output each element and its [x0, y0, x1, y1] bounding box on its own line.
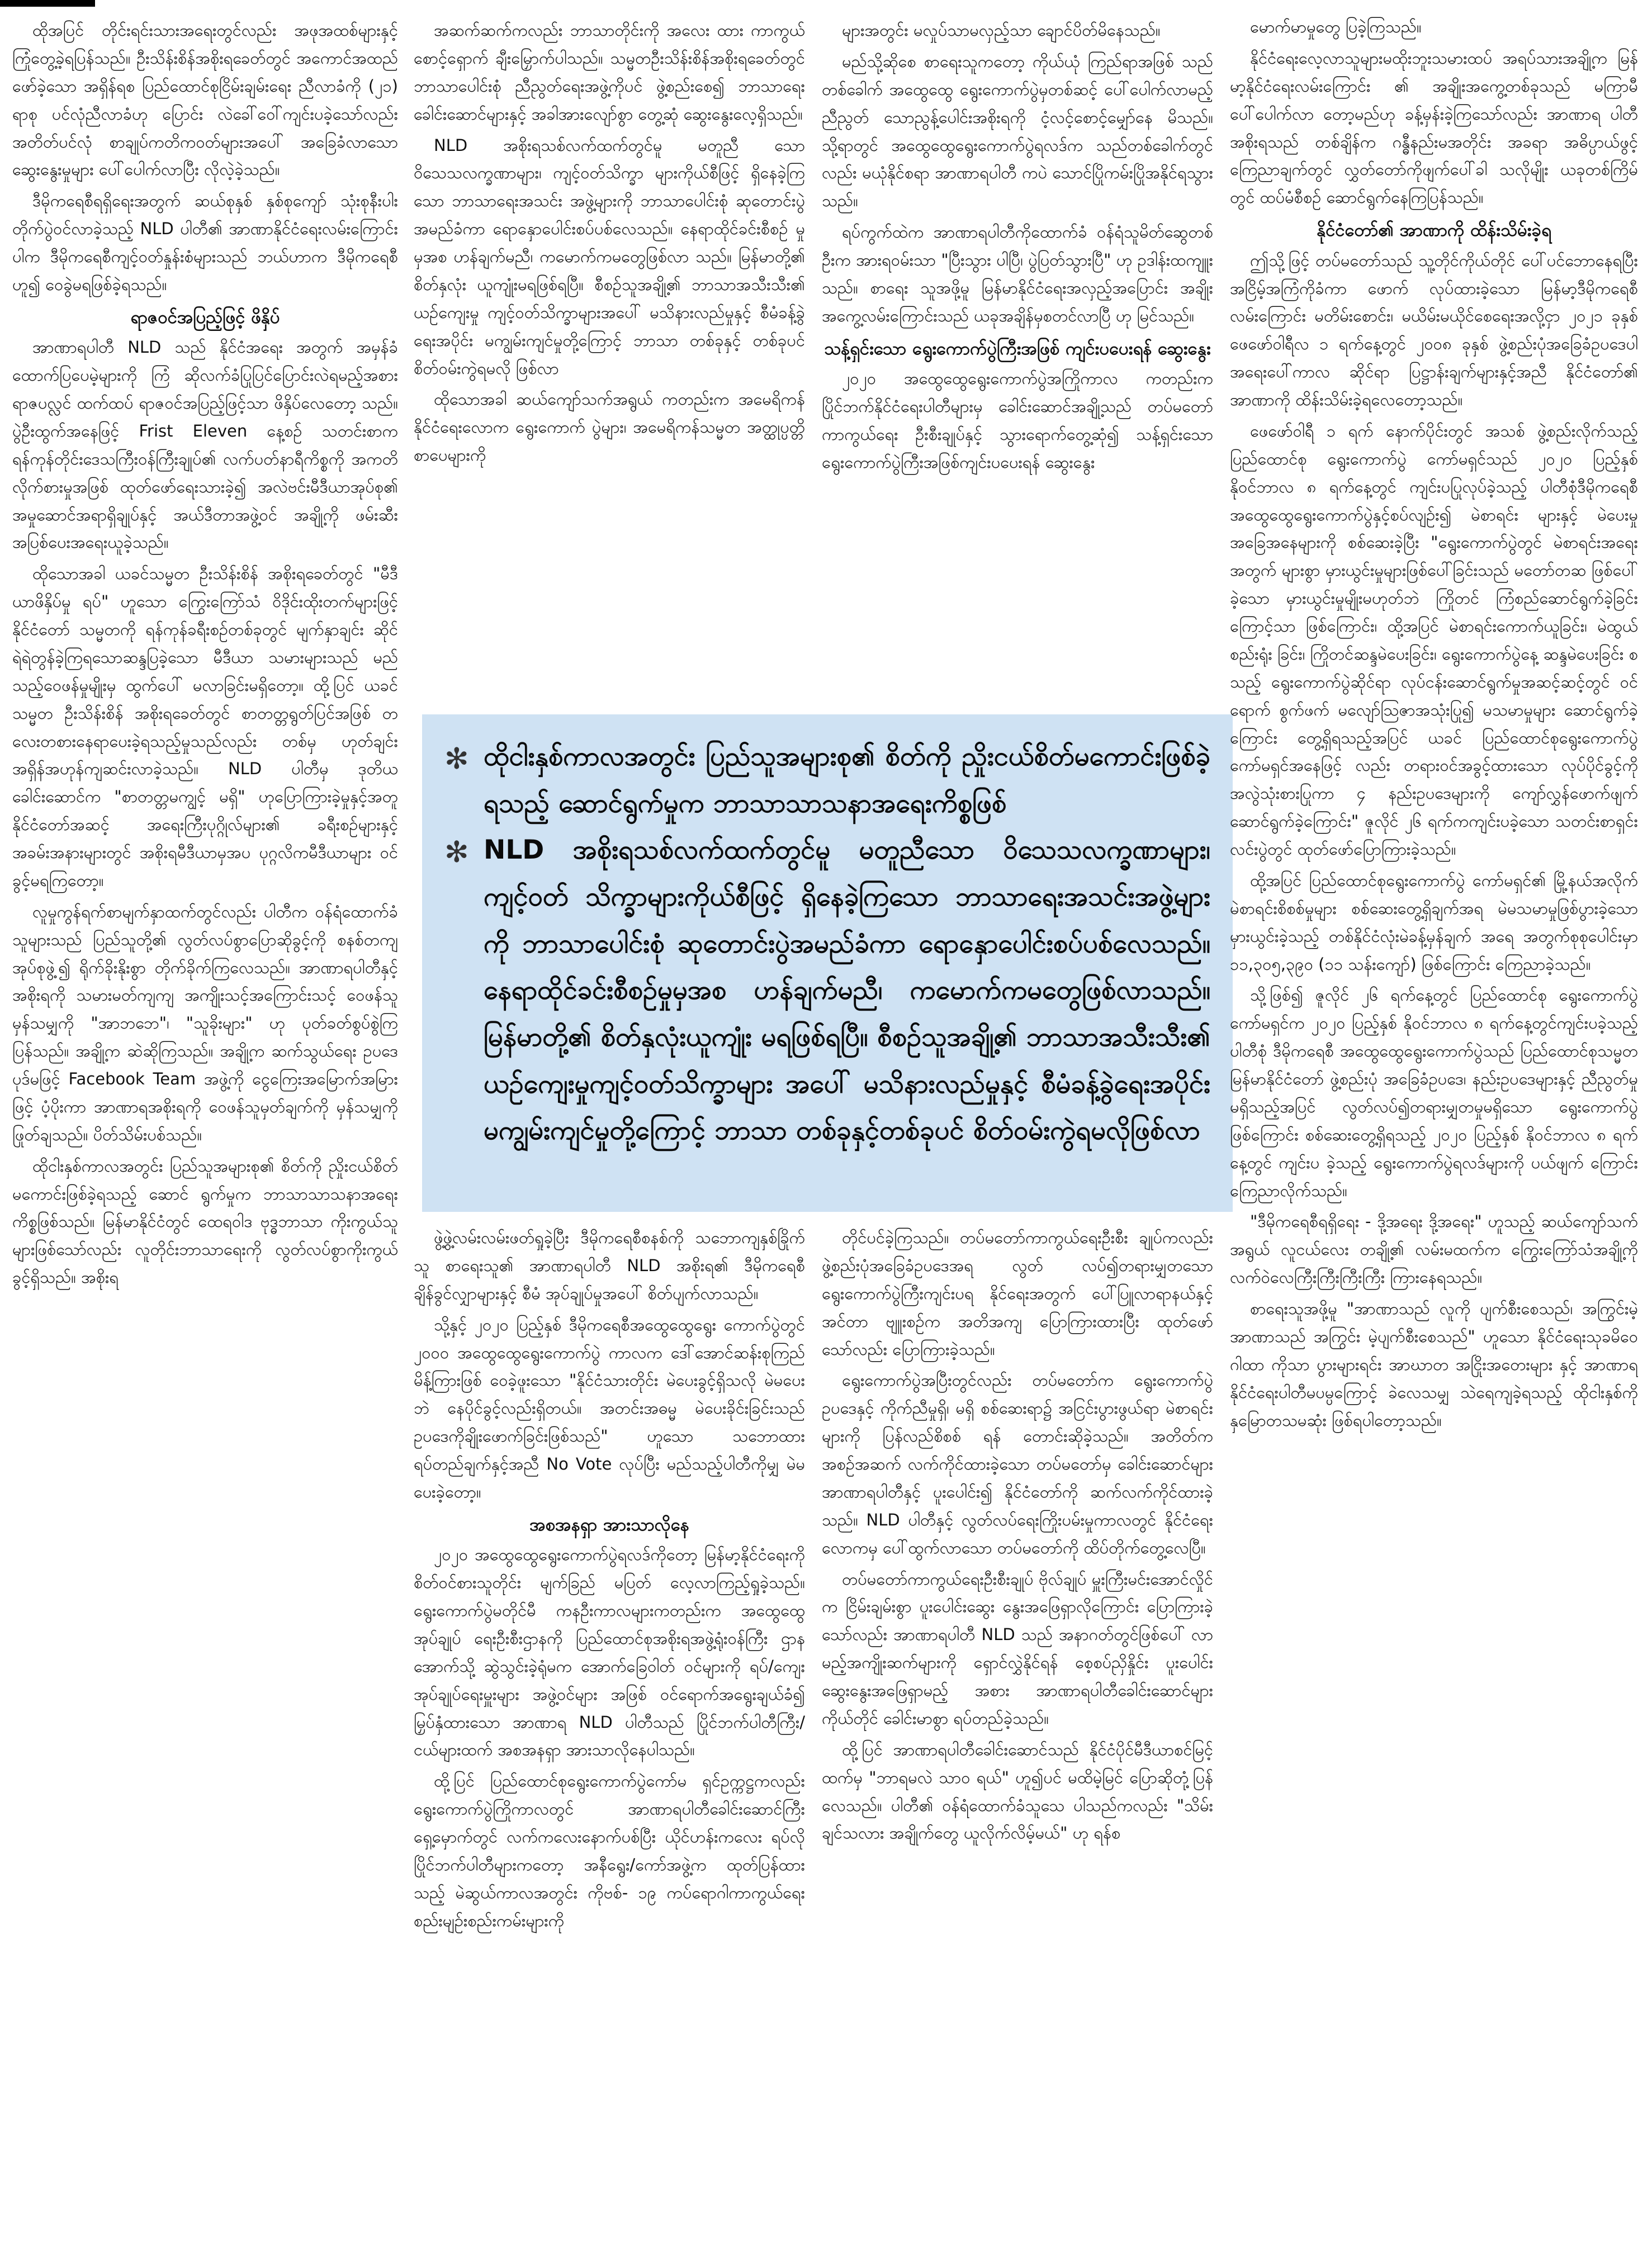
paragraph: ဒီမိုကရေစီရရှိရေးအတွက် ဆယ်စုနှစ် နှစ်စုကျော် သုံးစုနီးပါး တိုက်ပွဲဝင်လာခဲ့သည့် NLD ပါတီ၏ အာဏာနိုင်ငံရေးလမ်းကြောင်းပါက ဒီမိုကရေစီကျင့်ဝတ်နှုန်းစံများသည် ဘယ်ဟာက ဒီမိုကရေစီဟူ၍ ဝေခွဲမရဖြစ်ခဲ့ရသည်။: [12, 191, 398, 294]
paragraph: များအတွင်း မလှုပ်သာမလှည့်သာ ချောင်ပိတ်မိနေသည်။: [842, 21, 1161, 40]
paragraph: ထို့ပြင် ပြည်ထောင်စုရွေးကောက်ပွဲကော်မ ရှင်ဥက္ကဋ္ဌကလည်း ရွေးကောက်ပွဲကြိုကာလတွင် အာဏာရပါတီခေါင်းဆောင်ကြီးရှေ့မှောက်တွင် လက်ကလေးနောက်ပစ်ပြီး ယိုင်ဟန်းကလေး ရပ်လို ပြိုင်ဘက်ပါတီများကတော့ အနီရွေး/ကော်အဖွဲ့က ထုတ်ပြန်ထားသည့် မဲဆွယ်ကာလအတွင်း ကိုဗစ်- ၁၉ ကပ်ရောဂါကာကွယ်ရေးစည်းမျဉ်းစည်းကမ်းများကို: [414, 1771, 805, 1930]
column-4: [1230, 13, 1638, 2235]
asterisk-icon: ✻: [444, 836, 469, 870]
paragraph: စာရေးသူအဖို့မူ "အာဏာသည် လူကို ပျက်စီးစေသည်၊ အကြွင်းမဲ့အာဏာသည် အကြွင်း မဲ့ပျက်စီးစေသည်" ဟူသော နိုင်ငံရေးသုခမိဝေ ဂါထာ ကိုသာ ပွားများရင်း အာဃာတ အငြိုးအတေးများ နှင့် အာဏာရနိုင်ငံရေးပါတီမပမ္ပကြောင့် ခဲလေသမျှ သဲရေကျခဲ့ရသည့် ထိုငါးနှစ်ကို နှမြောတသမဆုံး ဖြစ်ရပါတော့သည်။: [1230, 1299, 1638, 1430]
paragraph: မောက်မာမှုတွေ ပြခဲ့ကြသည်။: [1250, 17, 1422, 36]
pull-quote-item: [444, 733, 1210, 827]
paragraph: ၂၀၂၀ အထွေထွေရွေးကောက်ပွဲအကြိုကာလ ကတည်းက ပြိုင်ဘက်နိုင်ငံရေးပါတီများမှ ခေါင်းဆောင်အချို့သည် တပ်မတော်ကာကွယ်ရေး ဦးစီးချုပ်နှင့် သွားရောက်တွေ့ဆုံ၍ သန့်ရှင်းသော ရွေးကောက်ပွဲကြီးအဖြစ်ကျင်းပပေးရန် ဆွေးနွေး: [822, 369, 1213, 472]
paragraph: ရွေးကောက်ပွဲအပြီးတွင်လည်း တပ်မတော်က ရွေးကောက်ပွဲဥပဒေနှင့် ကိုက်ညီမှုရှိ၊ မရှိ စစ်ဆေးရာ၌ အငြင်းပွားဖွယ်ရာ မဲစာရင်းများကို ပြန်လည်စိစစ် ရန် တောင်းဆိုခဲ့သည်။ အတိတ်ကအစဉ်အဆက် လက်ကိုင်ထားခဲ့သော တပ်မတော်မှ ခေါင်းဆောင်များ အာဏာရပါတီနှင့် ပူးပေါင်း၍ နိုင်ငံတော်ကို ဆက်လက်ကိုင်ထားခဲ့သည်။ NLD ပါတီနှင့် လွတ်လပ်ရေးကြိုးပမ်းမှုကာလတွင် နိုင်ငံရေး လောကမှ ပေါ်ထွက်လာသော တပ်မတော်ကို ထိပ်တိုက်တွေ့လေပြီ။: [822, 1371, 1213, 1557]
asterisk-icon: ✻: [444, 742, 469, 776]
paragraph: ဤသို့ဖြင့် တပ်မတော်သည် သူ့တိုင်ကိုယ်တိုင် ပေါ်ပင်ဘောနေရပြီး အငြိမ့်အကြံကိုခံကာ ဖောက် လုပ်ထားခဲ့သော မြန်မာ့ဒီမိုကရေစီလမ်းကြောင်း မတိမ်းစောင်း၊ မယိမ်းမယိုင်စေရေးအလို့ငှာ ၂၀၂၁ ခုနှစ် ဖေဖော်ဝါရီလ ၁ ရက်နေ့တွင် ၂၀၀၈ ခုနှစ် ဖွဲ့စည်းပုံအခြေခံဥပဒေပါ အရေးပေါ်ကာလ ဆိုင်ရာ ပြဋ္ဌာန်းချက်များနှင့်အညီ နိုင်ငံတော်၏ အာဏာကို ထိန်းသိမ်းခဲ့ရလေတော့သည်။: [1230, 250, 1638, 409]
paragraph: ထို့အပြင် ပြည်ထောင်စုရွေးကောက်ပွဲ ကော်မရှင်၏ မြို့နယ်အလိုက် မဲစာရင်းစိစစ်မှုများ စစ်ဆေးတွေ့ရှိချက်အရ မဲမသမာမှုဖြစ်ပွားခဲ့သော မှားယွင်းခဲ့သည့် တစ်နိုင်ငံလုံးမဲခန့်မှန်ချက် အရေ အတွက်စုစုပေါင်းမှာ ၁၁,၃၀၅,၃၉၀ (၁၁ သန်းကျော်) ဖြစ်ကြောင်း ကြေညာခဲ့သည်။: [1230, 870, 1638, 974]
column-1: [12, 17, 398, 2235]
paragraph: အဆက်ဆက်ကလည်း ဘာသာတိုင်းကို အလေး ထား ကာကွယ်စောင့်ရှောက် ချီးမြှောက်ပါသည်။ သမ္မတဦးသိန်းစိန်အစိုးရခေတ်တွင် ဘာသာပေါင်းစုံ ညီညွတ်ရေးအဖွဲ့ကိုပင် ဖွဲ့စည်းစေ၍ ဘာသာရေး ခေါင်းဆောင်များနှင့် အခါအားလျော်စွာ တွေ့ဆုံ ဆွေးနွေးလေ့ရှိသည်။: [414, 21, 805, 124]
pull-quote-text: ထိုငါးနှစ်ကာလအတွင်း ပြည်သူအများစု၏ စိတ်ကို ညှိုးငယ်စိတ်မကောင်းဖြစ်ခဲ့ရသည့် ဆောင်ရွက်မှုက ဘာသာသာသနာအရေးကိစ္စဖြစ်: [484, 741, 1210, 819]
paragraph: ဖွဲ့ဖွဲ့လမ်းလမ်းဖတ်ရှုခဲ့ပြီး ဒီမိုကရေစီစနစ်ကို သဘောကျနှစ်ခြိုက်သူ စာရေးသူ၏ အာဏာရပါတီ NLD အစိုးရ၏ ဒီမိုကရေစီချိန်ခွင်လျှာများနှင့် စီမံ အုပ်ချုပ်မှုအပေါ် စိတ်ပျက်လာသည်။: [414, 1228, 805, 1303]
paragraph: ထိုအပြင် တိုင်းရင်းသားအရေးတွင်လည်း အဖုအထစ်များနှင့် ကြုံတွေ့ခဲ့ရပြန်သည်။ ဦးသိန်းစိန်အစိုးရခေတ်တွင် အကောင်အထည် ဖော်ခဲ့သော အရှိန်ရစ ပြည်ထောင်စုငြိမ်းချမ်းရေး ညီလာခံကို (၂၁) ရာစု ပင်လုံညီလာခံဟု ပြောင်း လဲခေါ်ဝေါ်ကျင်းပခဲ့သော်လည်း အတိတ်ပင်လုံ စာချုပ်ကတိကဝတ်များအပေါ် အခြေခံလာသော ဆွေးနွေးမှုများ ပေါ်ပေါက်လာပြီး လိုလဲ့ခဲ့သည်။: [12, 21, 398, 179]
paragraph: "ဒီမိုကရေစီရရှိရေး - ဒို့အရေး ဒို့အရေး" ဟူသည့် ဆယ်ကျော်သက်အရွယ် လူငယ်လေး တချို့၏ လမ်းမထက်က ကြွေးကြော်သံအချို့ကို လက်ဝဲလေကြီးကြီးကြီးကြီး ကြားနေရသည်။: [1230, 1212, 1638, 1287]
top-bar-decoration: [0, 0, 95, 7]
section-heading: နိုင်ငံတော်၏ အာဏာကို ထိန်းသိမ်းခဲ့ရ: [1317, 220, 1551, 241]
paragraph: ထိုသောအခါ ယခင်သမ္မတ ဦးသိန်းစိန် အစိုးရခေတ်တွင် "မီဒီယာဖိနှိပ်မှု ရပ်" ဟူသော ကြွေးကြော်သံ ဝိဒိုင်းထိုးတက်များဖြင့် နိုင်ငံတော် သမ္မတကို ရန်ကုန်ခရီးစဉ်တစ်ခုတွင် မျက်နှာချင်း ဆိုင် ရဲရဲတွန်ခဲ့ကြရသောဆန္ဒပြခဲ့သော မီဒီယာ သမားများသည် မည်သည့်ဝေဖန်မှုမျိုးမှ ထွက်ပေါ် မလာခြင်းမရှိတော့။ ထို့ပြင် ယခင်သမ္မတ ဦးသိန်းစိန် အစိုးရခေတ်တွင် စာတတ္တရွတ်ပြင်အဖြစ် တလေးတစားနေရာပေးခဲ့ရသည့်မှုသည်လည်း တစ်မှ ဟုတ်ချင်း အရှိန်အဟုန်ကျဆင်းလာခဲ့သည်။ NLD ပါတီမှ ဒုတိယ ခေါင်းဆောင်က "စာတတ္တမကျွင့် မရှိ" ဟုပြောကြားခဲ့မှုနှင့်အတူ နိုင်ငံတော်အဆင့် အရေးကြီးပုဂ္ဂိုလ်များ၏ ခရီးစဉ်များနှင့် အခမ်းအနားများတွင် အစိုးရမီဒီယာမှအပ ပုဂ္ဂလိကမီဒီယာများ ဝင်ခွင့်မရကြတော့။: [12, 564, 398, 890]
paragraph: NLD အစိုးရသစ်လက်ထက်တွင်မူ မတူညီ သော ဝိသေသလက္ခဏာများ၊ ကျင့်ဝတ်သိက္ခာ များကိုယ်စီဖြင့် ရှိနေခဲ့ကြသော ဘာသာရေးအသင်း အဖွဲ့များကို ဘာသာပေါင်းစုံ ဆုတောင်းပွဲအမည်ခံကာ ရောနှောပေါင်းစပ်ပစ်လေသည်။ နေရာထိုင်ခင်းစီစဉ် မှုမှအစ ဟန်ချက်မညီ၊ ကမောက်ကမတွေဖြစ်လာ သည်။ မြန်မာတို့၏ စိတ်နှလုံး ယူကျုံးမရဖြစ်ရပြီ။ စီစဉ်သူအချို့၏ ဘာသာအသီးသီး၏ ယဉ်ကျေးမှု ကျင့်ဝတ်သိက္ခာများအပေါ် မသိနားလည်မှုနှင့် စီမံခန့်ခွဲရေးအပိုင်း မကျွမ်းကျင်မှုတို့ကြောင့် ဘာသာ တစ်ခုနှင့် တစ်ခုပင် စိတ်ဝမ်းကွဲရမလို ဖြစ်လာ: [414, 135, 805, 378]
paragraph: တိုင်ပင်ခဲ့ကြသည်။ တပ်မတော်ကာကွယ်ရေးဦးစီး ချုပ်ကလည်း ဖွဲ့စည်းပုံအခြေခံဥပဒေအရ လွတ် လပ်၍တရားမျှတသော ရွေးကောက်ပွဲကြီးကျင်းပရ နိုင်ရေးအတွက် ပေါ်ပြူလာရာနယ်နှင့် အင်တာ ဗျူးစဉ်က အတိအကျ ပြောကြားထားပြီး ထုတ်ဖော်သော်လည်း ပြောကြားခဲ့သည်။: [822, 1228, 1213, 1359]
paragraph: ထို့ပြင် အာဏာရပါတီခေါင်းဆောင်သည် နိုင်ငံပိုင်မီဒီယာစင်မြင့်ထက်မှ "ဘာရမလဲ သာဝ ရယ်" ဟူ၍ပင် မထိမဲ့မြင် ပြောဆိုတုံ့ပြန်လေသည်။ ပါတီ၏ ဝန်ရံထောက်ခံသူသေ ပါသည်ကလည်း "သိမ်းချင်သလား အချိုက်တွေ ယူလိုက်လိမ့်မယ်" ဟု ရန်စ: [822, 1740, 1213, 1843]
paragraph: အာဏာရပါတီ NLD သည် နိုင်ငံအရေး အတွက် အမှန်ခံထောက်ပြပေမဲ့များကို ကြံ ဆိုလက်ခံပြုပြင်ပြောင်းလဲရမည့်အစား ရာဇပလ္လင် ထက်ထပ် ရာဇဝင်အပြည့်ဖြင့်သာ ဖိနှိပ်လေတော့ သည်။ ပွဲဦးထွက်အနေဖြင့် Frist Eleven နေ့စဉ် သတင်းစာက ရန်ကုန်တိုင်းဒေသကြီးဝန်ကြီးချုပ်၏ လက်ပတ်နာရီကိစ္စကို အကတိလိုက်စားမှုအဖြစ် ထုတ်ဖော်ရေးသားခဲ့၍ အလဲဗင်းမီဒီယာအုပ်စု၏ အမှုဆောင်အရာရှိချုပ်နှင့် အယ်ဒီတာအဖွဲ့ဝင် အချို့ကို ဖမ်းဆီးအပြစ်ပေးအရေးယူခဲ့သည်။: [12, 338, 398, 552]
paragraph: နိုင်ငံရေးလေ့လာသူများမထိုးဘူးသမားထပ် အရပ်သားအချို့က မြန်မာ့နိုင်ငံရေးလမ်းကြောင်း ၏ အချိုးအကွေ့တစ်ခုသည် မကြာမီပေါ်ပေါက်လာ တော့မည်ဟု ခန့်မှန်းခဲ့ကြသော်လည်း အာဏာရ ပါတီအစိုးရသည် တစ်ချိန်က ဂန္ဓီနည်းမအတိုင်း အခရာ အဓိပ္ပာယ်ဖွင့်ကြေညာချက်တွင် လွှတ်တော်ကိုဖျက်ပေါ်ခါ သလိုမျိုး ယခုတစ်ကြိမ်တွင် ထပ်မံစီစဉ် ဆောင်ရွက်နေကြပြန်သည်။: [1230, 48, 1638, 207]
paragraph: ထိုငါးနှစ်ကာလအတွင်း ပြည်သူအများစု၏ စိတ်ကို ညှိုးငယ်စိတ်မကောင်းဖြစ်ခဲ့ရသည့် ဆောင် ရွက်မှုက ဘာသာသာသနာအရေးကိစ္စဖြစ်သည်။ မြန်မာနိုင်ငံတွင် ထေရဝါဒ ဗုဒ္ဓဘာသာ ကိုးကွယ်သူ များဖြစ်သော်လည်း လူတိုင်းဘာသာရေးကို လွတ်လပ်စွာကိုးကွယ်ခွင့်ရှိသည်။ အစိုးရ: [12, 1156, 398, 1287]
column-3-top: [822, 17, 1213, 707]
paragraph: ရပ်ကွက်ထဲက အာဏာရပါတီကိုထောက်ခံ ဝန်ရံသူမိတ်ဆွေတစ်ဦးက အားရဝမ်းသာ "ပြီးသွား ပါပြီ၊ ပွဲပြတ်သွားပြီ" ဟု ဥဒါန်းထကျူးသည်။ စာရေး သူအဖို့မူ မြန်မာနိုင်ငံရေးအလှည့်အပြောင်း အချိုး အကွေ့လမ်းကြောင်းသည် ယခုအချိန်မှစတင်လာပြီ ဟု မြင်သည်။: [822, 222, 1213, 325]
pull-quote-box: [422, 714, 1233, 1212]
section-heading: အစအနရှာ အားသာလိုနေ: [529, 1514, 689, 1535]
paragraph: ၂၀၂၀ အထွေထွေရွေးကောက်ပွဲရလဒ်ကိုတော့ မြန်မာ့နိုင်ငံရေးကို စိတ်ဝင်စားသူတိုင်း မျက်ခြည် မပြတ် လေ့လာကြည့်ရှုခဲ့သည်။ ရွေးကောက်ပွဲမတိုင်မီ ကနဦးကာလများကတည်းက အထွေထွေအုပ်ချုပ် ရေးဦးစီးဌာနကို ပြည်ထောင်စုအစိုးရအဖွဲ့ရုံးဝန်ကြီး ဌာနအောက်သို့ ဆွဲသွင်းခဲ့ရုံမက အောက်ခြေဝါတ် ဝင်များကို ရပ်/ကျေးအုပ်ချုပ်ရေးမှူးများ အဖွဲ့ဝင်များ အဖြစ် ဝင်ရောက်အရွေးချယ်ခံ၍ မြှပ်နှံထားသော အာဏာရ NLD ပါတီသည် ပြိုင်ဘက်ပါတီကြီး/ ငယ်များထက် အစအနရှာ အားသာလိုနေပါသည်။: [414, 1545, 805, 1760]
paragraph: ဖေဖော်ဝါရီ ၁ ရက် နောက်ပိုင်းတွင် အသစ် ဖွဲ့စည်းလိုက်သည့် ပြည်ထောင်စု ရွေးကောက်ပွဲ ကော်မရှင်သည် ၂၀၂၀ ပြည့်နှစ် နိုဝင်ဘာလ ၈ ရက်နေ့တွင် ကျင်းပပြုလုပ်ခဲ့သည့် ပါတီစုံဒီမိုကရေစီ အထွေထွေရွေးကောက်ပွဲနှင့်စပ်လျဉ်း၍ မဲစာရင်း များနှင့် မဲပေးမှုအခြေအနေများကို စစ်ဆေးခဲ့ပြီး "ရွေးကောက်ပွဲတွင် မဲစာရင်းအရေးအတွက် များစွာ မှားယွင်းမှုများဖြစ်ပေါ်ခြင်းသည် မတော်တဆ ဖြစ်ပေါ်ခဲ့သော မှားယွင်းမှုမျိုးမဟုတ်ဘဲ ကြိုတင် ကြံစည်ဆောင်ရွက်ခဲ့ခြင်းကြောင့်သာ ဖြစ်ကြောင်း၊ ထို့အပြင် မဲစာရင်းကောက်ယူခြင်း၊ မဲထွယ်စည်းရုံး ခြင်း၊ ကြိုတင်ဆန္ဒမဲပေးခြင်း၊ ရွေးကောက်ပွဲနေ့ ဆန္ဒမဲပေးခြင်း စသည့် ရွေးကောက်ပွဲဆိုင်ရာ လုပ်ငန်းဆောင်ရွက်မှုအဆင့်ဆင့်တွင် ဝင်ရောက် စွက်ဖက် မလျော်ဩဇာအသုံးပြု၍ မသမာမှုများ ဆောင်ရွက်ခဲ့ကြောင်း တွေ့ရှိရသည့်အပြင် ယခင် ပြည်ထောင်စုရွေးကောက်ပွဲကော်မရှင်အနေဖြင့် လည်း တရားဝင်အခွင့်ထားသော လုပ်ပိုင်ခွင့်ကို အလွဲသုံးစားပြုကာ ၄ နည်းဥပဒေများကို ကျော်လွှန်ဖောက်ဖျက် ဆောင်ရွက်ခဲ့ကြောင်း" ဇူလိုင် ၂၆ ရက်ကကျင်းပခဲ့သော သတင်းစာရှင်း လင်းပွဲတွင် ထုတ်ဖော်ပြောကြားခဲ့သည်။: [1230, 421, 1638, 859]
paragraph: သို့နှင့် ၂၀၂၀ ပြည့်နှစ် ဒီမိုကရေစီအထွေထွေရွေး ကောက်ပွဲတွင် ၂၀၀၀ အထွေထွေရွေးကောက်ပွဲ ကာလက ဒေါ်အောင်ဆန်းစုကြည် မိန့်ကြားဖြစ် ဝေခဲ့ဖူးသော "နိုင်ငံသားတိုင်း မဲပေးခွင့်ရှိသလို မဲမပေးဘဲ နေပိုင်ခွင့်လည်းရှိတယ်။ အတင်းအဓမ္မ မဲပေးခိုင်းခြင်းသည် ဥပဒေကိုချိုးဖောက်ခြင်းဖြစ်သည်" ဟူသော သဘောထားရပ်တည်ချက်နှင့်အညီ No Vote လုပ်ပြီး မည်သည့်ပါတီကိုမျှ မဲမပေးခဲ့တော့။: [414, 1315, 805, 1501]
pull-quote-item: [444, 827, 1210, 1154]
section-heading: သန့်ရှင်းသော ရွေးကောက်ပွဲကြီးအဖြစ် ကျင်းပပေးရန် ဆွေးနွေး: [824, 338, 1211, 359]
paragraph: သို့ဖြစ်၍ ဇူလိုင် ၂၆ ရက်နေ့တွင် ပြည်ထောင်စု ရွေးကောက်ပွဲကော်မရှင်က ၂၀၂၀ ပြည့်နှစ် နိုဝင်ဘာလ ၈ ရက်နေ့တွင်ကျင်းပခဲ့သည့် ပါတီစုံ ဒီမိုကရေစီ အထွေထွေရွေးကောက်ပွဲသည် ပြည်ထောင်စုသမ္မတမြန်မာနိုင်ငံတော် ဖွဲ့စည်းပုံ အခြေခံဥပဒေ၊ နည်းဥပဒေများနှင့် ညီညွတ်မှု မရှိသည့်အပြင် လွတ်လပ်၍တရားမျှတမှုမရှိသော ရွေးကောက်ပွဲဖြစ်ကြောင်း စစ်ဆေးတွေ့ရှိရသည့် ၂၀၂၀ ပြည့်နှစ် နိုဝင်ဘာလ ၈ ရက်နေ့တွင် ကျင်းပ ခဲ့သည့် ရွေးကောက်ပွဲရလဒ်များကို ပယ်ဖျက် ကြောင်း ကြေညာလိုက်သည်။: [1230, 985, 1638, 1200]
paragraph: ထိုသောအခါ ဆယ်ကျော်သက်အရွယ် ကတည်းက အမေရိကန်နိုင်ငံရေးလောက ရွေးကောက် ပွဲများ၊ အမေရိကန်သမ္မတ အတ္ထုပ္ပတ္တိစာပေများကို: [414, 390, 805, 465]
column-2-bottom: [414, 1224, 805, 2235]
paragraph: တပ်မတော်ကာကွယ်ရေးဦးစီးချုပ် ဗိုလ်ချုပ် မှူးကြီးမင်းအောင်လှိုင်က ငြိမ်းချမ်းစွာ ပူးပေါင်းဆွေး နွေးအဖြေရှာလိုကြောင်း ပြောကြားခဲ့သော်လည်း အာဏာရပါတီ NLD သည် အနာဂတ်တွင်ဖြစ်ပေါ် လာမည့်အကျိုးဆက်များကို ရှောင်လွှဲနိုင်ရန် စေ့စပ်ညှိနှိုင်း ပူးပေါင်းဆွေးနွေးအဖြေရှာမည့် အစား အာဏာရပါတီခေါင်းဆောင်များ ကိုယ်တိုင် ခေါင်းမာစွာ ရပ်တည်ခဲ့သည်။: [822, 1569, 1213, 1728]
paragraph: လူမှုကွန်ရက်စာမျက်နှာထက်တွင်လည်း ပါတီက ဝန်ရံထောက်ခံသူများသည် ပြည်သူတို့၏ လွတ်လပ်စွာပြောဆိုခွင့်ကို စနစ်တကျ အုပ်စုဖွဲ့၍ ရိုက်ခိုးနိုးစွာ တိုက်ခိုက်ကြလေသည်။ အာဏာရပါတီနှင့်အစိုးရကို သမားမတ်ကျကျ အကျိုးသင့်အကြောင်းသင့် ဝေဖန်သူမှန်သမျှကို "အာဘဘေ"၊ "သူခိုးများ" ဟု ပုတ်ခတ်စွပ်စွဲကြ ပြန်သည်။ အချို့က ဆဲဆိုကြသည်။ အချို့က ဆက်သွယ်ရေး ဥပဒေပုဒ်မဖြင့် Facebook Team အဖွဲ့ကို ငွေကြေးအမြောက်အမြားဖြင့် ပံ့ပိုးကာ အာဏာရအစိုးရကို ဝေဖန်သူမှတ်ချက်ကို မှန်သမျှကို ဖြုတ်ချသည်။ ပိတ်သိမ်းပစ်သည်။: [12, 902, 398, 1144]
column-2-top: [414, 17, 805, 707]
paragraph: မည်သို့ဆိုစေ စာရေးသူကတော့ ကိုယ်ယုံ ကြည်ရာအဖြစ် သည်တစ်ခေါက် အထွေထွေ ရွေးကောက်ပွဲမှတစ်ဆင့် ပေါ်ပေါက်လာမည့် ညီညွတ် သောညွန့်ပေါင်းအစိုးရကို ငံ့လင့်စောင့်မျှော်နေ မိသည်။ သို့ရာတွင် အထွေထွေရွေးကောက်ပွဲရလဒ်က သည်တစ်ခေါက်တွင်လည်း မယုံနိုင်စရာ အာဏာရပါတီ ကပဲ သောင်ပြိုကမ်းပြိုအနိုင်ရသွားသည်။: [822, 51, 1213, 211]
section-heading: ရာဇဝင်အပြည့်ဖြင့် ဖိနှိပ်: [130, 307, 280, 328]
column-3-bottom: [822, 1224, 1213, 2235]
pull-quote-text: NLD အစိုးရသစ်လက်ထက်တွင်မူ မတူညီသော ဝိသေသလက္ခဏာများ၊ ကျင့်ဝတ် သိက္ခာများကိုယ်စီဖြင့် ရှိနေခဲ့ကြသော ဘာသာရေးအသင်းအဖွဲ့များကို ဘာသာပေါင်းစုံ ဆုတောင်းပွဲအမည်ခံကာ ရောနှောပေါင်းစပ်ပစ်လေသည်။ နေရာထိုင်ခင်းစီစဉ်မှုမှအစ ဟန်ချက်မညီ၊ ကမောက်ကမတွေဖြစ်လာသည်။ မြန်မာတို့၏ စိတ်နှလုံးယူကျုံး မရဖြစ်ရပြီ။ စီစဉ်သူအချို့၏ ဘာသာအသီးသီး၏ ယဉ်ကျေးမှုကျင့်ဝတ်သိက္ခာများ အပေါ် မသိနားလည်မှုနှင့် စီမံခန့်ခွဲရေးအပိုင်း မကျွမ်းကျင်မှုတို့ကြောင့် ဘာသာ တစ်ခုနှင့်တစ်ခုပင် စိတ်ဝမ်းကွဲရမလိုဖြစ်လာ: [484, 835, 1210, 1146]
